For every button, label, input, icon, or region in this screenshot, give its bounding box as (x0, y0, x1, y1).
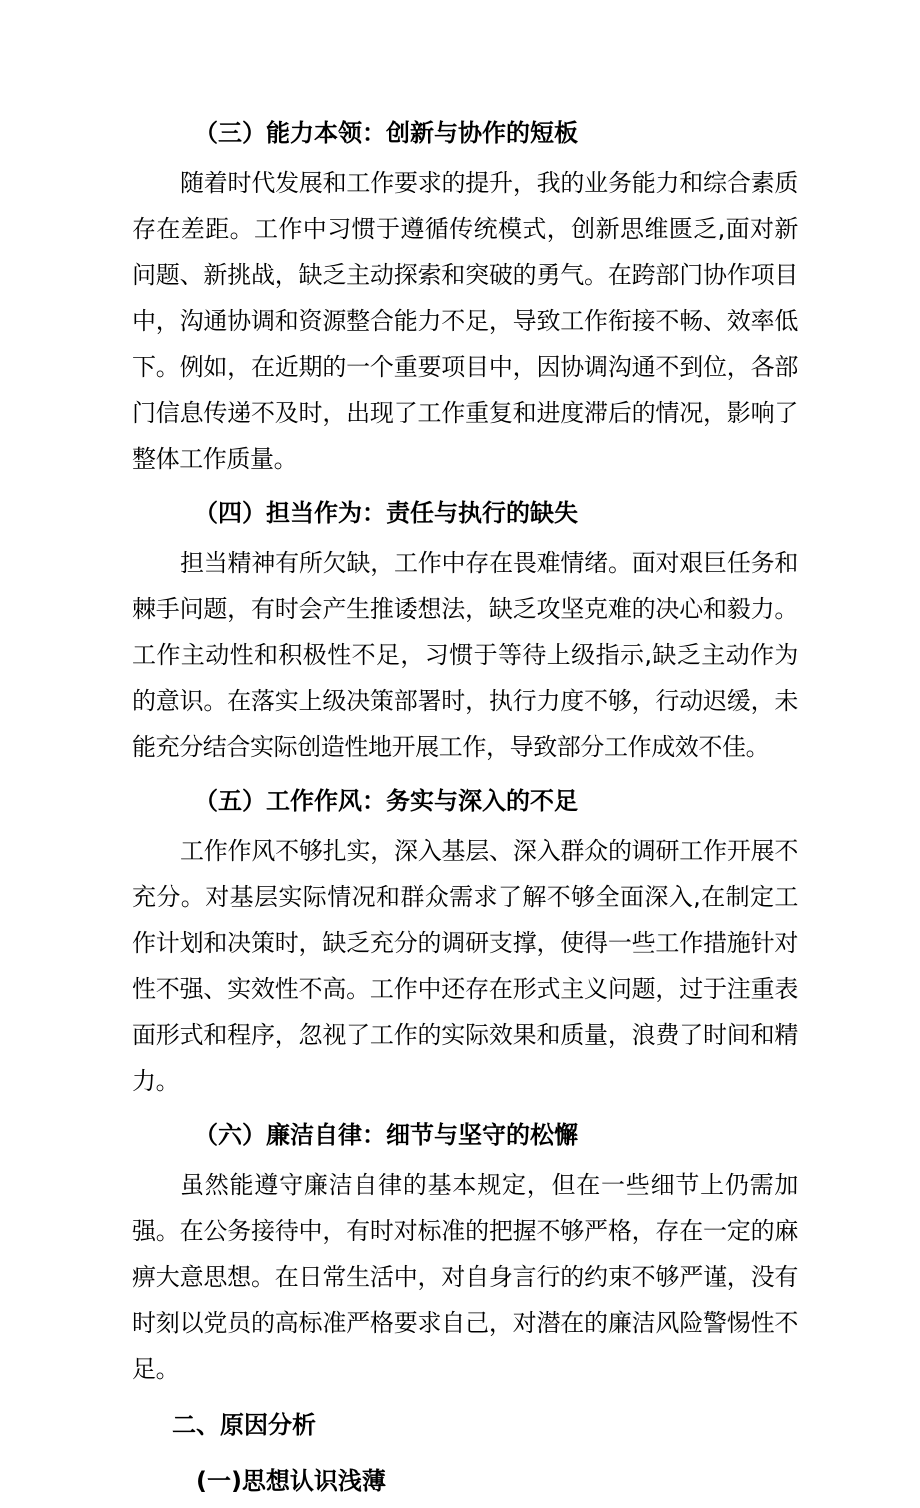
section-heading-5: （五）工作作风：务实与深入的不足 (194, 787, 578, 815)
section-body-6: 虽然能遵守廉洁自律的基本规定，但在一些细节上仍需加强。在公务接待中，有时对标准的把握不够严格，存在一定的麻痹大意思想。在日常生活中，对自身言行的约束不够严谨，没有时刻以党员的高标准严格要求自己，对潜在的廉洁风险警惕性不足。 (132, 1171, 798, 1383)
document-page (132, 106, 798, 1508)
subsection-heading-1: (一)思想认识浅薄 (196, 1467, 386, 1495)
section-heading-6: （六）廉洁自律：细节与坚守的松懈 (194, 1121, 578, 1149)
chapter-heading-2: 二、原因分析 (172, 1411, 316, 1439)
section-heading-4: （四）担当作为：责任与执行的缺失 (194, 499, 578, 527)
section-heading-3: （三）能力本领：创新与协作的短板 (194, 119, 578, 147)
section-body-3: 随着时代发展和工作要求的提升，我的业务能力和综合素质存在差距。工作中习惯于遵循传统模式，创新思维匮乏,面对新问题、新挑战，缺乏主动探索和突破的勇气。在跨部门协作项目中，沟通协调和资源整合能力不足，导致工作衔接不畅、效率低下。例如，在近期的一个重要项目中，因协调沟通不到位，各部门信息传递不及时，出现了工作重复和进度滞后的情况，影响了整体工作质量。 (132, 169, 798, 473)
section-body-4: 担当精神有所欠缺，工作中存在畏难情绪。面对艰巨任务和棘手问题，有时会产生推诿想法，缺乏攻坚克难的决心和毅力。工作主动性和积极性不足，习惯于等待上级指示,缺乏主动作为的意识。在落实上级决策部署时，执行力度不够，行动迟缓，未能充分结合实际创造性地开展工作，导致部分工作成效不佳。 (132, 549, 798, 761)
section-body-5: 工作作风不够扎实，深入基层、深入群众的调研工作开展不充分。对基层实际情况和群众需求了解不够全面深入,在制定工作计划和决策时，缺乏充分的调研支撑，使得一些工作措施针对性不强、实效性不高。工作中还存在形式主义问题，过于注重表面形式和程序，忽视了工作的实际效果和质量，浪费了时间和精力。 (132, 837, 798, 1095)
